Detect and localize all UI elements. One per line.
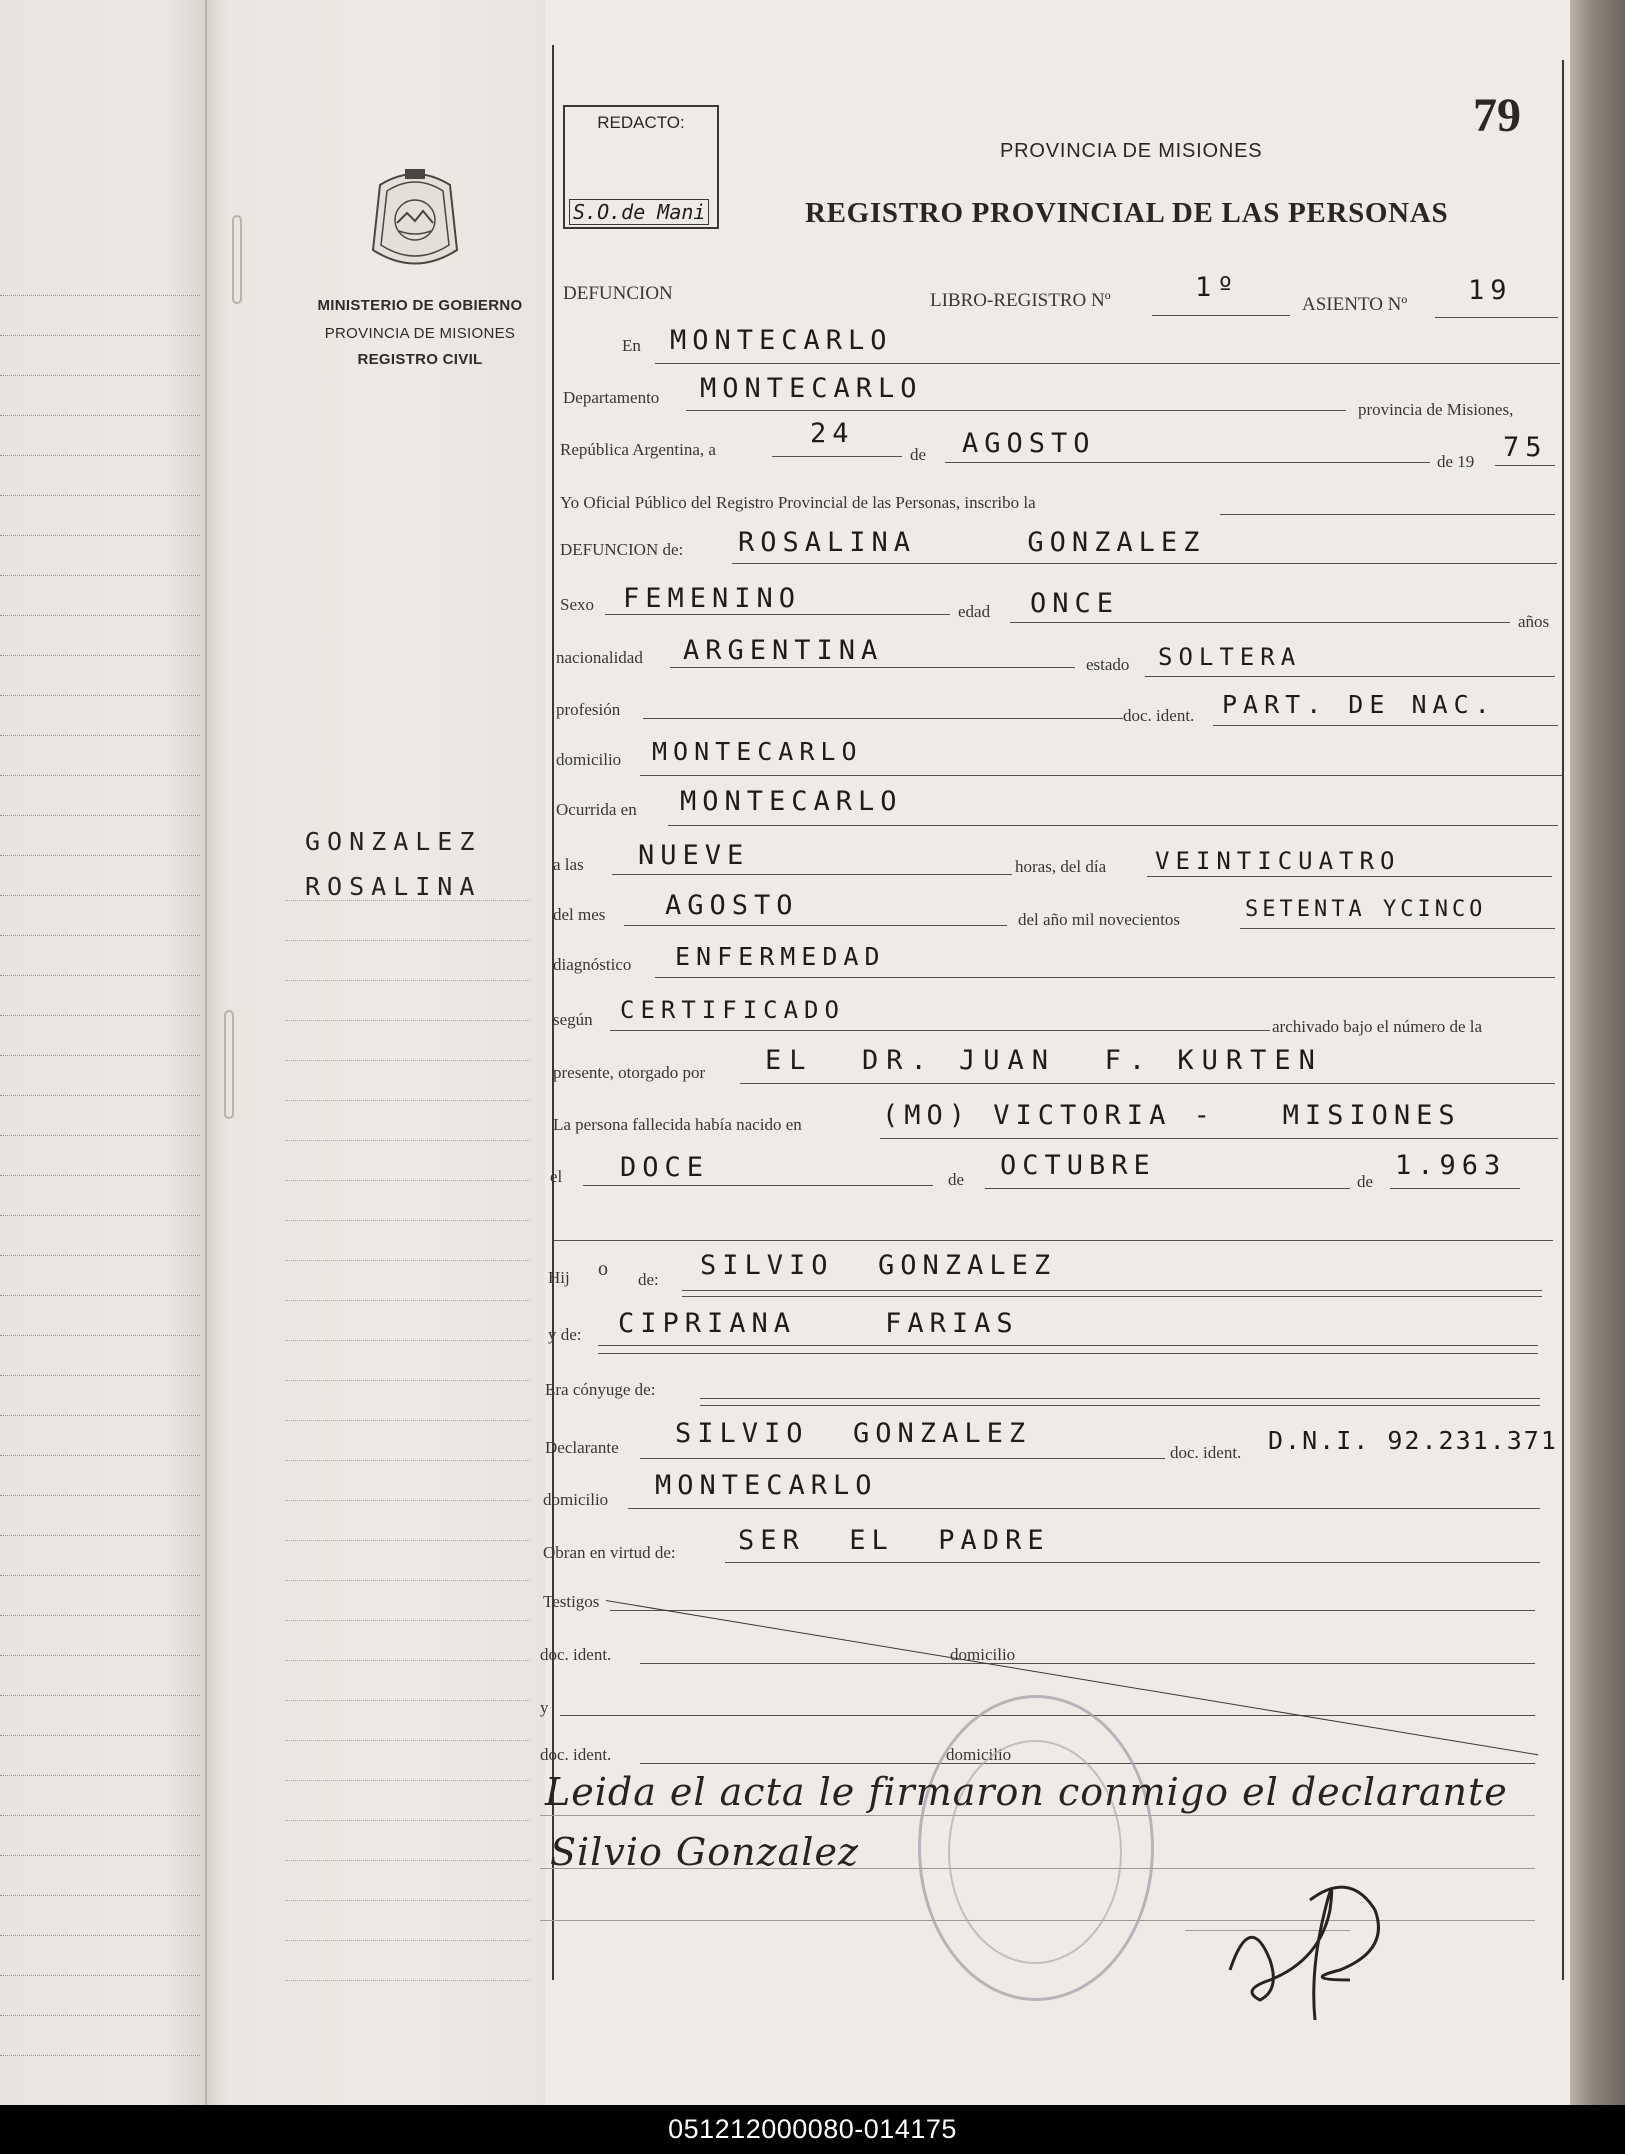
ruled-line: [0, 1255, 200, 1256]
testigos-line: [610, 1610, 1535, 1611]
ruled-line: [0, 335, 200, 336]
nacido-line: [880, 1138, 1558, 1139]
page-number: 79: [1473, 89, 1521, 142]
del-ano-label: del año mil novecientos: [1018, 910, 1180, 929]
ruled-line: [285, 1980, 530, 1981]
ruled-line: [0, 1455, 200, 1456]
declarante-doc-value: D.N.I. 92.231.371: [1268, 1426, 1558, 1455]
y-de-label: y de:: [548, 1325, 582, 1344]
sexo-value: FEMENINO: [623, 583, 802, 614]
ruled-line: [285, 980, 530, 981]
conyuge-line-2: [700, 1405, 1540, 1406]
edad-value: ONCE: [1030, 588, 1120, 619]
ruled-line: [0, 1335, 200, 1336]
day-line: [772, 456, 902, 457]
departamento-label: Departamento: [563, 388, 660, 407]
ocurrida-label: Ocurrida en: [556, 800, 637, 819]
ruled-line: [0, 415, 200, 416]
oficial-statement: Yo Oficial Público del Registro Provincial de las Personas, inscribo la: [560, 493, 1036, 512]
estado-line: [1145, 676, 1555, 677]
declarante-label: Declarante: [545, 1438, 619, 1457]
hora-line: [612, 874, 1012, 875]
nacido-en-label: La persona fallecida había nacido en: [553, 1115, 802, 1134]
ruled-line: [285, 1220, 530, 1221]
ruled-line: [285, 1340, 530, 1341]
ruled-line: [285, 1540, 530, 1541]
death-day-value: 24: [810, 418, 855, 449]
ruled-line: [0, 1175, 200, 1176]
ruled-line: [285, 1820, 530, 1821]
hora-value: NUEVE: [638, 840, 750, 871]
ruled-line: [285, 1060, 530, 1061]
redacto-label: REDACTO:: [597, 113, 685, 132]
ruled-line: [0, 975, 200, 976]
domicilio-value: MONTECARLO: [652, 737, 863, 766]
dia-value: VEINTICUATRO: [1155, 847, 1401, 875]
departamento-line: [686, 410, 1346, 411]
ruled-line: [285, 1620, 530, 1621]
year-label: de 19: [1437, 452, 1475, 471]
mes-value: AGOSTO: [665, 890, 799, 921]
edad-line: [1010, 622, 1510, 623]
deceased-name-line: [732, 563, 1557, 564]
office-heading: REGISTRO CIVIL: [357, 351, 483, 368]
testigos-label: Testigos: [543, 1592, 600, 1611]
provincia-suffix: provincia de Misiones,: [1358, 400, 1514, 419]
edad-label: edad: [958, 602, 991, 621]
declarante-domicilio-label: domicilio: [543, 1490, 609, 1509]
ocurrida-value: MONTECARLO: [680, 786, 903, 817]
ruled-line: [0, 1295, 200, 1296]
republica-label: República Argentina, a: [560, 440, 716, 459]
ruled-line: [285, 1580, 530, 1581]
ruled-line: [285, 1260, 530, 1261]
estado-label: estado: [1086, 655, 1130, 674]
stub-surname: GONZALEZ: [305, 827, 482, 856]
ruled-line: [0, 2015, 200, 2016]
en-value: MONTECARLO: [670, 325, 893, 356]
ruled-line: [285, 1740, 530, 1741]
testigo-2-doc-label: doc. ident.: [540, 1745, 612, 1764]
ruled-line: [0, 1655, 200, 1656]
declarante-doc-label: doc. ident.: [1170, 1443, 1242, 1462]
ruled-line: [0, 2055, 200, 2056]
death-month-value: AGOSTO: [962, 428, 1096, 459]
testigo-domicilio-label: domicilio: [950, 1645, 1016, 1664]
ruled-line: [285, 1300, 530, 1301]
obran-label: Obran en virtud de:: [543, 1543, 676, 1562]
doc-ident-line: [1213, 725, 1558, 726]
ano-line: [1240, 928, 1555, 929]
ruled-line: [285, 1020, 530, 1021]
defuncion-de-label: DEFUNCION de:: [560, 540, 684, 559]
hijo-label: Hij: [548, 1268, 570, 1287]
ruled-line: [0, 1775, 200, 1776]
asiento-label: ASIENTO Nº: [1302, 294, 1408, 315]
conyuge-line: [700, 1398, 1540, 1399]
libro-value: 1º: [1195, 272, 1240, 303]
testigo-doc-line: [640, 1663, 1535, 1664]
form-frame-right: [1562, 60, 1564, 1980]
otorgado-line: [740, 1083, 1555, 1084]
en-label: En: [622, 336, 641, 355]
ruled-line: [285, 1780, 530, 1781]
presente-label: presente, otorgado por: [553, 1063, 706, 1082]
ruled-line: [0, 295, 200, 296]
redacto-value: S.O.de Mani: [569, 199, 709, 225]
province-seal-icon: [365, 165, 465, 280]
ruled-line: [0, 1095, 200, 1096]
profesion-line: [643, 718, 1123, 719]
mother-line: [598, 1345, 1538, 1346]
closing-statement: Leida el acta le firmaron conmigo el declarante: [545, 1770, 1508, 1814]
registry-title: REGISTRO PROVINCIAL DE LAS PERSONAS: [805, 197, 1449, 229]
ruled-line: [285, 1660, 530, 1661]
mes-line: [624, 925, 1007, 926]
nacionalidad-line: [670, 667, 1075, 668]
year-line: [1495, 465, 1555, 466]
ruled-line: [285, 1860, 530, 1861]
ruled-line: [0, 895, 200, 896]
oficial-line: [1220, 514, 1555, 515]
ruled-line: [0, 1415, 200, 1416]
nacionalidad-value: ARGENTINA: [683, 635, 884, 666]
segun-line: [610, 1030, 1270, 1031]
ruled-line: [285, 1180, 530, 1181]
birth-month-value: OCTUBRE: [1000, 1150, 1156, 1181]
sexo-label: Sexo: [560, 595, 594, 614]
stub-page: [205, 0, 547, 2105]
ruled-line: [0, 1135, 200, 1136]
ruled-line: [285, 1420, 530, 1421]
departamento-value: MONTECARLO: [700, 373, 923, 404]
diagnostico-label: diagnóstico: [553, 955, 632, 974]
ruled-line: [0, 935, 200, 936]
birth-de-label: de: [948, 1170, 965, 1189]
profesion-label: profesión: [556, 700, 621, 719]
a-las-label: a las: [553, 855, 584, 874]
ruled-line: [0, 1015, 200, 1016]
birth-de2-label: de: [1357, 1172, 1374, 1191]
archivado-label: archivado bajo el número de la: [1272, 1017, 1483, 1036]
birth-month-line: [985, 1188, 1350, 1189]
birth-year-line: [1390, 1188, 1520, 1189]
ruled-line: [0, 775, 200, 776]
stub-given-name: ROSALINA: [305, 872, 482, 901]
ruled-line: [0, 1535, 200, 1536]
sexo-line: [605, 614, 950, 615]
asiento-line: [1435, 317, 1558, 318]
diagnostico-line: [655, 977, 1555, 978]
ruled-line: [0, 855, 200, 856]
anos-label: años: [1518, 612, 1550, 631]
del-mes-label: del mes: [553, 905, 606, 924]
ruled-line: [0, 1575, 200, 1576]
blank-line: [553, 1240, 1553, 1241]
de-label: de: [910, 445, 927, 464]
hijo-de-label: de:: [638, 1270, 659, 1289]
doc-ident-value: PART. DE NAC.: [1222, 690, 1496, 719]
binding-stitch: [232, 215, 242, 304]
ruled-line: [0, 1935, 200, 1936]
book-edge: [1570, 0, 1625, 2105]
ruled-line: [0, 1695, 200, 1696]
segun-value: CERTIFICADO: [620, 996, 845, 1024]
ruled-line: [0, 615, 200, 616]
month-line: [945, 462, 1430, 463]
ruled-line: [0, 535, 200, 536]
ruled-line: [0, 815, 200, 816]
libro-label: LIBRO-REGISTRO Nº: [930, 290, 1111, 311]
nacido-value: (MO) VICTORIA - MISIONES: [882, 1100, 1461, 1131]
ruled-line: [285, 1900, 530, 1901]
ruled-line: [285, 1100, 530, 1101]
ruled-line: [0, 1215, 200, 1216]
mother-line-2: [598, 1353, 1538, 1354]
ruled-line: [0, 455, 200, 456]
domicilio-line: [640, 775, 1562, 776]
binding-stitch: [224, 1010, 234, 1119]
declarante-domicilio-line: [628, 1508, 1540, 1509]
ruled-line: [0, 1895, 200, 1896]
ruled-line: [0, 1815, 200, 1816]
diagnostico-value: ENFERMEDAD: [675, 942, 886, 971]
province-title: PROVINCIA DE MISIONES: [1000, 140, 1263, 162]
previous-page: [0, 0, 205, 2105]
ruled-line: [0, 495, 200, 496]
death-year-value: 75: [1503, 432, 1548, 463]
declarante-domicilio-value: MONTECARLO: [655, 1470, 878, 1501]
declarant-signature: Silvio Gonzalez: [550, 1830, 859, 1874]
father-line: [682, 1290, 1542, 1291]
ruled-line: [285, 1460, 530, 1461]
ruled-line: [285, 1140, 530, 1141]
declarante-value: SILVIO GONZALEZ: [675, 1418, 1032, 1449]
segun-label: según: [553, 1010, 593, 1029]
father-value: SILVIO GONZALEZ: [700, 1250, 1057, 1281]
estado-value: SOLTERA: [1158, 643, 1302, 671]
testigo-2-domicilio-label: domicilio: [946, 1745, 1012, 1764]
obran-line: [725, 1562, 1540, 1563]
ruled-line: [285, 1940, 530, 1941]
redacto-box: [563, 105, 719, 229]
declarante-line: [640, 1458, 1165, 1459]
horas-del-dia-label: horas, del día: [1015, 857, 1107, 876]
birth-day-value: DOCE: [620, 1152, 710, 1183]
en-line: [655, 363, 1560, 364]
otorgado-value: EL DR. JUAN F. KURTEN: [765, 1045, 1323, 1076]
ruled-line: [0, 1615, 200, 1616]
ruled-line: [0, 1375, 200, 1376]
ruled-line: [285, 1700, 530, 1701]
asiento-value: 19: [1468, 275, 1513, 306]
dia-line: [1147, 876, 1552, 877]
ruled-line: [285, 1380, 530, 1381]
testigo-doc-label: doc. ident.: [540, 1645, 612, 1664]
deceased-name-value: ROSALINA GONZALEZ: [738, 527, 1206, 558]
birth-year-value: 1.963: [1395, 1150, 1507, 1181]
ruled-line: [285, 1500, 530, 1501]
domicilio-label: domicilio: [556, 750, 622, 769]
obran-value: SER EL PADRE: [738, 1525, 1050, 1556]
ruled-line: [0, 575, 200, 576]
doc-ident-label: doc. ident.: [1123, 706, 1195, 725]
act-type-label: DEFUNCION: [563, 283, 673, 304]
el-label: el: [550, 1167, 563, 1186]
ruled-line: [285, 940, 530, 941]
birth-day-line: [583, 1185, 933, 1186]
hijo-suffix: o: [598, 1258, 608, 1280]
libro-line: [1152, 315, 1290, 316]
ano-value: SETENTA YCINCO: [1245, 897, 1487, 922]
nacionalidad-label: nacionalidad: [556, 648, 643, 667]
ruled-line: [0, 655, 200, 656]
province-heading: PROVINCIA DE MISIONES: [324, 325, 516, 342]
ministry-heading: MINISTERIO DE GOBIERNO: [317, 297, 523, 314]
y-label: y: [540, 1698, 549, 1717]
ocurrida-line: [668, 825, 1558, 826]
ruled-line: [0, 1495, 200, 1496]
ruled-line: [0, 1855, 200, 1856]
ruled-line: [0, 375, 200, 376]
image-id-bar: 051212000080-014175: [0, 2105, 1625, 2154]
ruled-line: [0, 1055, 200, 1056]
ruled-line: [0, 1735, 200, 1736]
ruled-line: [0, 735, 200, 736]
ruled-line: [0, 1975, 200, 1976]
conyuge-label: Era cónyuge de:: [545, 1380, 656, 1399]
father-line-2: [682, 1296, 1542, 1297]
ruled-line: [0, 695, 200, 696]
officer-signature: [1210, 1850, 1410, 2030]
mother-value: CIPRIANA FARIAS: [618, 1308, 1019, 1339]
